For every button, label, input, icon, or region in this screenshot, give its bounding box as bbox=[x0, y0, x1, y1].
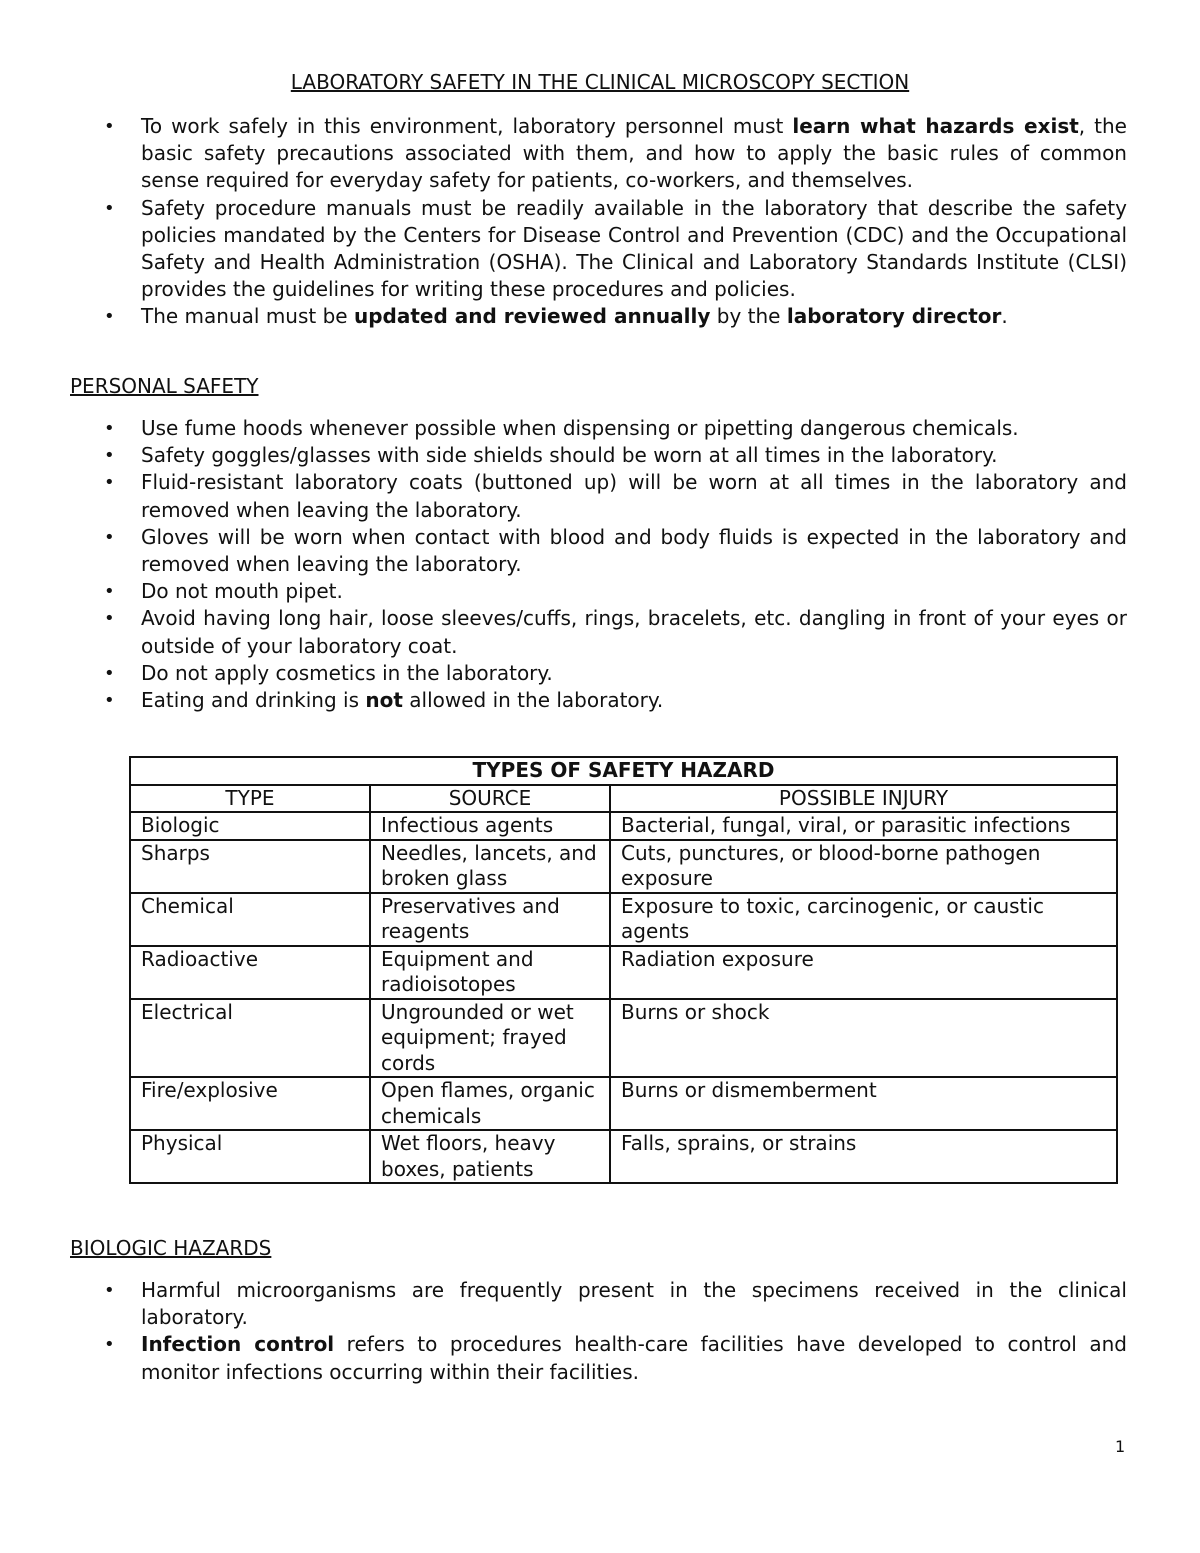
table-cell: Ungrounded or wet equipment; frayed cords bbox=[370, 999, 610, 1078]
column-header-possible-injury: POSSIBLE INJURY bbox=[610, 785, 1117, 813]
table-row bbox=[130, 1077, 1117, 1130]
list-item bbox=[70, 415, 1127, 442]
list-item bbox=[70, 195, 1127, 304]
table-cell: Fire/explosive bbox=[130, 1077, 370, 1130]
bullet-icon: • bbox=[104, 1280, 115, 1301]
bullet-icon: • bbox=[104, 1334, 115, 1356]
table-row bbox=[130, 1130, 1117, 1183]
table-cell: Physical bbox=[130, 1130, 370, 1183]
bullet-bold-text: Infection control bbox=[141, 1332, 335, 1357]
list-item bbox=[70, 113, 1127, 195]
table-cell: Radiation exposure bbox=[610, 946, 1117, 999]
table-caption: TYPES OF SAFETY HAZARD bbox=[130, 757, 1117, 785]
bullet-text: Eating and drinking is bbox=[141, 688, 366, 713]
table-row bbox=[130, 812, 1117, 840]
bullet-text: , the basic safety precautions associated with them, and how to apply the basic rules of common sense required for everyday safety for patients, co-workers, and themselves. bbox=[141, 114, 1127, 193]
bullet-text: Gloves will be worn when contact with blood and body fluids is expected in the laboratory and removed when leaving the laboratory. bbox=[141, 524, 1127, 577]
table-row bbox=[130, 999, 1117, 1078]
bullet-text: Fluid-resistant laboratory coats (buttoned up) will be worn at all times in the laboratory and removed when leaving the laboratory. bbox=[141, 470, 1127, 522]
table-row bbox=[130, 946, 1117, 999]
bullet-icon: • bbox=[104, 690, 115, 712]
table-cell: Radioactive bbox=[130, 946, 370, 999]
bullet-text: Use fume hoods whenever possible when dispensing or pipetting dangerous chemicals. bbox=[141, 416, 1019, 440]
bullet-icon: • bbox=[104, 472, 115, 494]
list-item bbox=[70, 524, 1127, 578]
table-cell: Biologic bbox=[130, 812, 370, 840]
table-cell: Burns or dismemberment bbox=[610, 1077, 1117, 1130]
list-item bbox=[70, 578, 1127, 605]
bullet-text: allowed in the laboratory. bbox=[402, 688, 664, 713]
table-caption-row bbox=[130, 757, 1117, 785]
bullet-bold-text: laboratory director bbox=[786, 304, 1002, 329]
table-cell: Electrical bbox=[130, 999, 370, 1078]
page-number: 1 bbox=[1115, 1437, 1126, 1456]
bullet-text: refers to procedures health-care facilities have developed to control and monitor infections occurring within their facilities. bbox=[141, 1332, 1128, 1384]
bullet-text: Safety procedure manuals must be readily available in the laboratory that describe the safety policies mandated by the Centers for Disease Control and Prevention (CDC) and the Occupational Safety and Health Administration (OSHA). The Clinical and Laboratory Standards Institute (CLSI) provides the guidelines for writing these procedures and policies. bbox=[141, 195, 1127, 302]
table-cell: Infectious agents bbox=[370, 812, 610, 840]
table-cell: Open flames, organic chemicals bbox=[370, 1077, 610, 1130]
table-cell: Needles, lancets, and broken glass bbox=[370, 840, 610, 893]
list-item bbox=[70, 1331, 1127, 1385]
biologic-hazards-list bbox=[70, 1277, 1127, 1386]
column-header-source: SOURCE bbox=[370, 785, 610, 813]
bullet-icon: • bbox=[104, 526, 115, 548]
bullet-text: Safety goggles/glasses with side shields should be worn at all times in the laboratory. bbox=[141, 443, 998, 468]
table-row bbox=[130, 893, 1117, 946]
table-cell: Preservatives and reagents bbox=[370, 893, 610, 946]
bullet-text: The manual must be bbox=[141, 304, 354, 329]
personal-safety-list bbox=[70, 415, 1127, 714]
bullet-icon: • bbox=[104, 662, 115, 684]
bullet-icon: • bbox=[104, 197, 115, 219]
personal-safety-heading: PERSONAL SAFETY bbox=[70, 374, 259, 398]
list-item bbox=[70, 605, 1127, 659]
bullet-text: To work safely in this environment, laboratory personnel must bbox=[141, 114, 793, 138]
bullet-bold-text: updated and reviewed annually bbox=[353, 304, 711, 329]
bullet-icon: • bbox=[104, 581, 115, 603]
bullet-icon: • bbox=[104, 608, 115, 630]
bullet-text: . bbox=[1001, 304, 1008, 329]
bullet-text: Avoid having long hair, loose sleeves/cuffs, rings, bracelets, etc. dangling in front of your eyes or outside of your laboratory coat. bbox=[141, 606, 1127, 658]
bullet-bold-text: not bbox=[365, 688, 403, 713]
table-cell: Chemical bbox=[130, 893, 370, 946]
bullet-icon: • bbox=[104, 418, 115, 439]
biologic-hazards-heading: BIOLOGIC HAZARDS bbox=[70, 1236, 272, 1260]
column-header-type: TYPE bbox=[130, 785, 370, 813]
list-item bbox=[70, 1277, 1127, 1331]
intro-bullet-list bbox=[70, 113, 1127, 331]
table-cell: Exposure to toxic, carcinogenic, or caustic agents bbox=[610, 893, 1117, 946]
table-cell: Falls, sprains, or strains bbox=[610, 1130, 1117, 1183]
document-title: LABORATORY SAFETY IN THE CLINICAL MICROSCOPY SECTION bbox=[290, 70, 910, 94]
safety-hazard-table bbox=[129, 756, 1118, 1184]
table-cell: Bacterial, fungal, viral, or parasitic infections bbox=[610, 812, 1117, 840]
table-header-row bbox=[130, 785, 1117, 813]
list-item bbox=[70, 469, 1127, 523]
bullet-bold-text: learn what hazards exist bbox=[792, 114, 1079, 138]
list-item bbox=[70, 442, 1127, 469]
bullet-icon: • bbox=[104, 116, 115, 137]
table-cell: Burns or shock bbox=[610, 999, 1117, 1078]
bullet-text: Do not mouth pipet. bbox=[141, 579, 343, 604]
bullet-icon: • bbox=[104, 306, 115, 328]
list-item bbox=[70, 660, 1127, 687]
bullet-text: Do not apply cosmetics in the laboratory. bbox=[141, 660, 553, 685]
table-cell: Sharps bbox=[130, 840, 370, 893]
table-row bbox=[130, 840, 1117, 893]
table-cell: Equipment and radioisotopes bbox=[370, 946, 610, 999]
bullet-icon: • bbox=[104, 445, 115, 467]
bullet-text: by the bbox=[710, 304, 787, 329]
list-item bbox=[70, 303, 1127, 330]
table-cell: Cuts, punctures, or blood-borne pathogen exposure bbox=[610, 840, 1117, 893]
table-cell: Wet floors, heavy boxes, patients bbox=[370, 1130, 610, 1183]
list-item bbox=[70, 687, 1127, 714]
bullet-text: Harmful microorganisms are frequently present in the specimens received in the clinical laboratory. bbox=[141, 1278, 1127, 1330]
